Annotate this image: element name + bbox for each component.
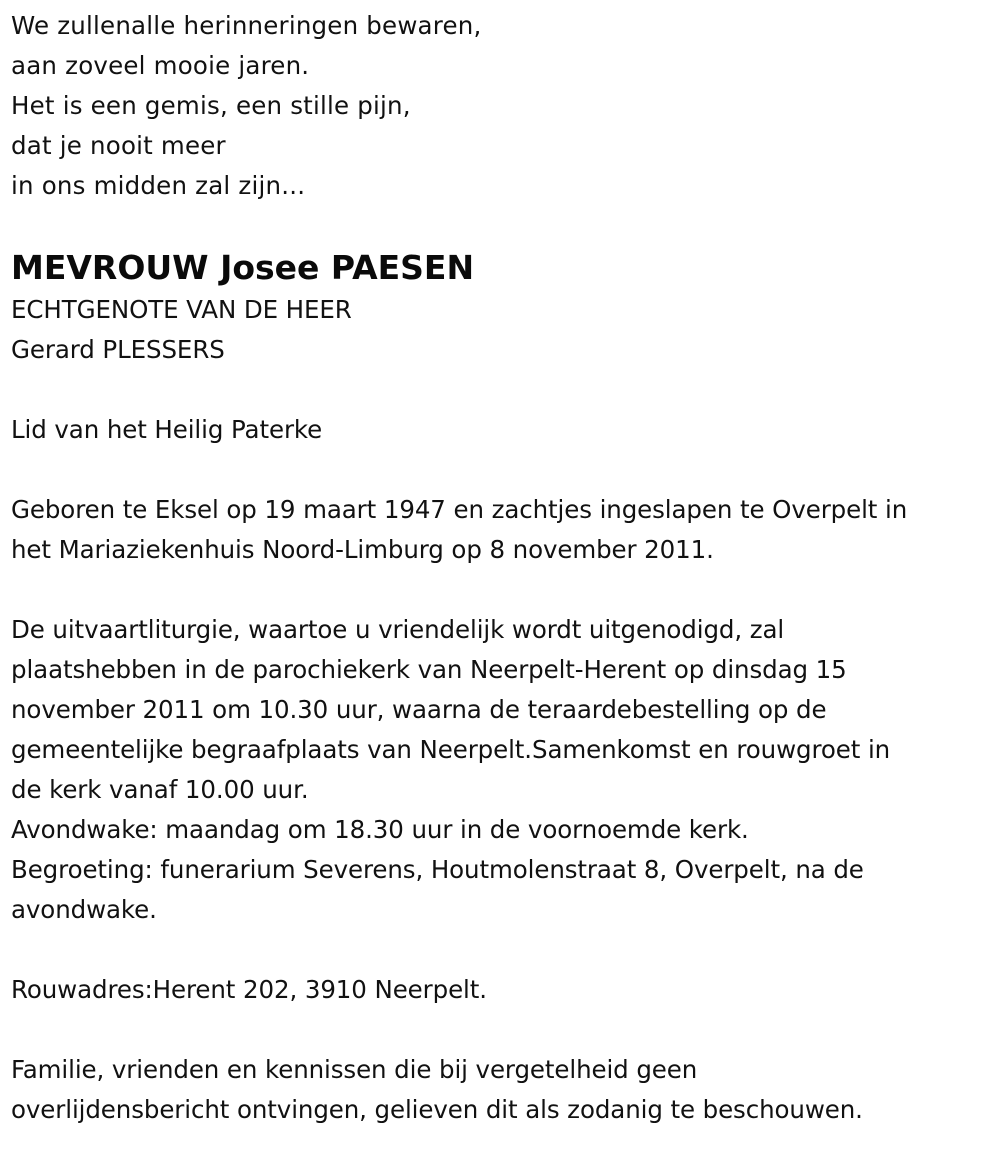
closing-paragraph — [11, 1050, 991, 1130]
poem-line: aan zoveel mooie jaren. — [11, 51, 310, 80]
paragraph-line: Familie, vrienden en kennissen die bij vergetelheid geen — [11, 1055, 698, 1084]
paragraph-line: november 2011 om 10.30 uur, waarna de teraardebestelling op de — [11, 695, 827, 724]
poem — [11, 6, 991, 206]
paragraph-line: De uitvaartliturgie, waartoe u vriendelijk wordt uitgenodigd, zal — [11, 615, 785, 644]
spacer — [11, 930, 991, 970]
funeral-paragraph — [11, 610, 991, 930]
spacer — [11, 570, 991, 610]
birth-death-paragraph — [11, 490, 991, 570]
greeting-info: Begroeting: funerarium Severens, Houtmolenstraat 8, Overpelt, na de — [11, 855, 864, 884]
deceased-name: MEVROUW Josee PAESEN — [11, 248, 475, 287]
paragraph-line: overlijdensbericht ontvingen, gelieven dit als zodanig te beschouwen. — [11, 1095, 863, 1124]
paragraph-line: plaatshebben in de parochiekerk van Neerpelt-Herent op dinsdag 15 — [11, 655, 847, 684]
paragraph-line: de kerk vanaf 10.00 uur. — [11, 775, 309, 804]
paragraph-line: Geboren te Eksel op 19 maart 1947 en zachtjes ingeslapen te Overpelt in — [11, 495, 908, 524]
poem-line: dat je nooit meer — [11, 131, 226, 160]
death-notice — [11, 6, 991, 1130]
spacer — [11, 1010, 991, 1050]
mourning-address: Rouwadres:Herent 202, 3910 Neerpelt. — [11, 975, 487, 1004]
spouse-name: Gerard PLESSERS — [11, 335, 225, 364]
spacer — [11, 206, 991, 246]
spacer — [11, 450, 991, 490]
poem-line: in ons midden zal zijn... — [11, 171, 306, 200]
poem-line: We zullenalle herinneringen bewaren, — [11, 11, 482, 40]
paragraph-line: gemeentelijke begraafplaats van Neerpelt.Samenkomst en rouwgroet in — [11, 735, 891, 764]
relation-label: ECHTGENOTE VAN DE HEER — [11, 295, 352, 324]
spacer — [11, 370, 991, 410]
paragraph-line: het Mariaziekenhuis Noord-Limburg op 8 november 2011. — [11, 535, 714, 564]
wake-info: Avondwake: maandag om 18.30 uur in de voornoemde kerk. — [11, 815, 749, 844]
greeting-info: avondwake. — [11, 895, 157, 924]
poem-line: Het is een gemis, een stille pijn, — [11, 91, 411, 120]
membership: Lid van het Heilig Paterke — [11, 415, 323, 444]
